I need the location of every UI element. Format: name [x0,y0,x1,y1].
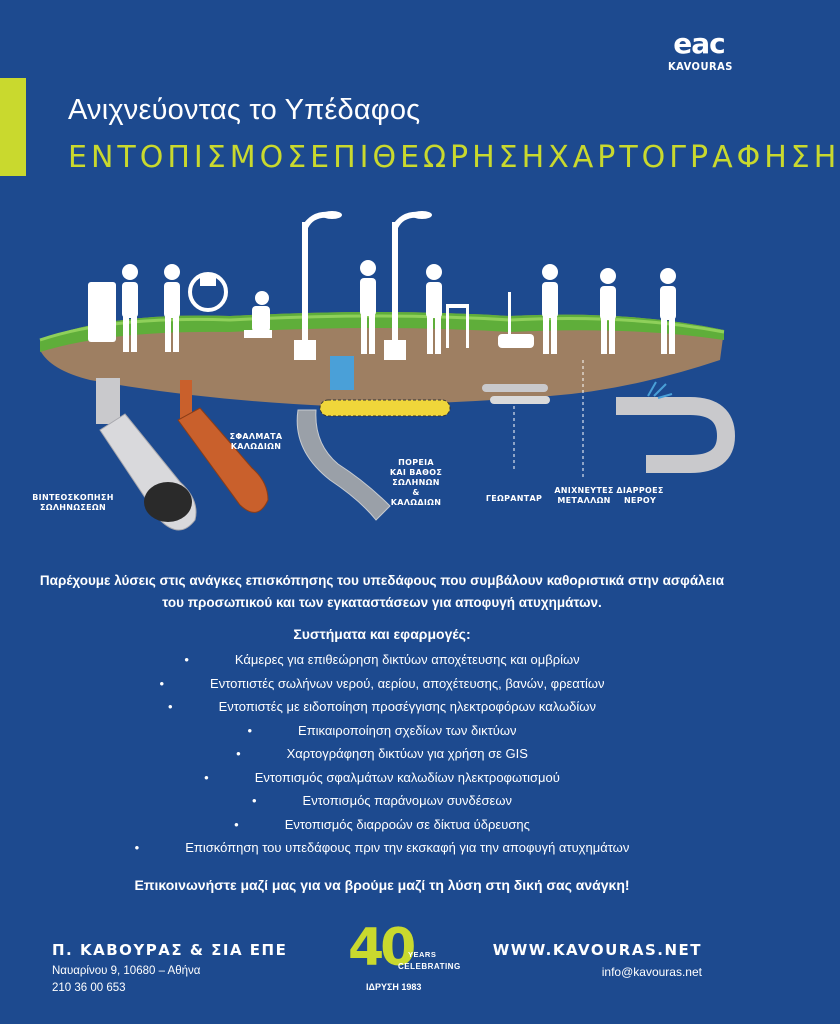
feature-item: • Εντοπισμός παράνομων συνδέσεων [0,789,764,813]
corrugated-duct-icon [297,410,390,520]
logo-mark: eac [673,27,725,60]
underground-illustration [30,200,734,560]
feature-item: • Κάμερες για επιθεώρηση δικτύων αποχέτευσης και ομβρίων [0,648,764,672]
company-info [52,941,287,994]
anniversary-badge [348,918,461,1000]
feature-item: • Χαρτογράφηση δικτύων για χρήση σε GIS [0,742,764,766]
label-route-depth: ΠΟΡΕΙΑ ΚΑΙ ΒΑΘΟΣ ΣΩΛΗΝΩΝ & ΚΑΛΩΔΙΩΝ [389,458,443,507]
label-cable-faults: ΣΦΑΛΜΑΤΑ ΚΑΛΩΔΙΩΝ [229,432,283,451]
label-georadar: ΓΕΩΡΑΝΤΑΡ [485,494,543,503]
water-pipe-icon [616,406,726,464]
yellow-cable-duct [320,400,450,416]
anniversary-celebrating: CELEBRATING [398,962,461,971]
feature-item: • Επικαιροποίηση σχεδίων των δικτύων [0,719,764,743]
anniversary-number: 40 [348,918,413,978]
intro-text: Παρέχουμε λύσεις στις ανάγκες επισκόπησης του υπεδάφους που συμβάλουν καθοριστικά στην ασφάλεια του προσωπικού και των εγκαταστάσεων για αποφυγή ατυχημάτων. [39,573,725,610]
feature-item: • Επισκόπηση του υπεδάφους πριν την εκσκαφή για την αποφυγή ατυχημάτων [0,836,764,860]
keyword-inspection: ΕΠΙΘΕΩΡΗΣΗ [310,140,549,175]
email-link[interactable]: info@kavouras.net [601,965,702,979]
systems-title: Συστήματα και εφαρμογές: [293,626,471,642]
feature-item: • Εντοπισμός διαρροών σε δίκτυα ύδρευσης [0,813,764,837]
keyword-locating: ΕΝΤΟΠΙΣΜΟΣ [68,140,311,175]
website-link[interactable]: WWW.KAVOURAS.NET [492,941,702,959]
features-list [0,648,764,860]
valve-chamber [330,356,354,390]
company-address: Ναυαρίνου 9, 10680 – Αθήνα [52,965,201,977]
label-video-inspection: ΒΙΝΤΕΟΣΚΟΠΗΣΗ ΣΩΛΗΝΩΣΕΩΝ [32,493,114,512]
founded-year: ΙΔΡΥΣΗ 1983 [366,982,422,992]
keyword-mapping: ΧΑΡΤΟΓΡΑΦΗΣΗ [548,140,840,175]
company-phone[interactable]: 210 36 00 653 [52,982,126,994]
call-to-action: Επικοινωνήστε μαζί μας για να βρούμε μαζί τη λύση στη δική σας ανάγκη! [134,877,630,893]
label-water-leaks: ΔΙΑΡΡΟΕΣ ΝΕΡΟΥ [616,486,664,505]
manhole-shaft [96,378,120,424]
headline: Ανιχνεύοντας το Υπέδαφος [68,94,421,126]
anniversary-years: YEARS [408,950,437,959]
illustration-graphic [30,200,734,560]
accent-bar [0,78,26,176]
company-name: Π. ΚΑΒΟΥΡΑΣ & ΣΙΑ ΕΠΕ [52,941,288,959]
label-metal-detectors: ΑΝΙΧΝΕΥΤΕΣ ΜΕΤΑΛΛΩΝ [554,486,614,505]
feature-item: • Εντοπιστές σωλήνων νερού, αερίου, αποχέτευσης, βανών, φρεατίων [0,672,764,696]
keywords-row [68,140,840,175]
brand-logo[interactable] [668,27,733,73]
contact-info [493,941,702,979]
feature-item: • Εντοπισμός σφαλμάτων καλωδίων ηλεκτροφωτισμού [0,766,764,790]
feature-item: • Εντοπιστές με ειδοποίηση προσέγγισης ηλεκτροφόρων καλωδίων [0,695,764,719]
logo-subtitle: KAVOURAS [668,60,733,73]
